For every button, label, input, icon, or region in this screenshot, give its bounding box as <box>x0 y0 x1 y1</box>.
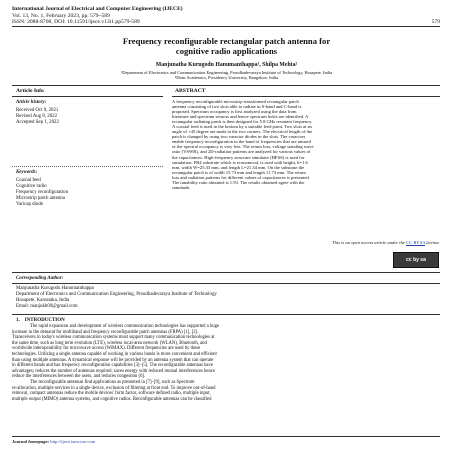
license-line: This is an open access article under the CC BY-SA license. <box>332 240 440 245</box>
author-city: Hosapete, Karnataka, India <box>16 297 70 303</box>
keyword-item: Frequency reconfiguration <box>16 189 69 195</box>
abstract-heading: ABSTRACT <box>175 88 206 94</box>
intro-paragraph-1: The rapid expansion and development of wireless communication technologies has supported a huge increase in the demand for multiband and frequency reconfigurable patch antennas (FRPA) [1], [2]. Transceivers in today's wireless communication systems must support many communication technologies at the same time, such as long term evolution (LTE), wireless local-area network (WLAN), Bluetooth, and worldwide interoperability for microwave access (WiMAX). Different frequencies are used by these technologies. Utilizing a single antenna capable of working in various bands is more convenient and efficient than using multiple antennas. A dynamical response will be provided by an antenna system that can operate in different bands and has frequency reconfiguration capabilities [3]–[5]. The reconfigurable antennas have advantages; reduces the number of antennas required, saves energy with reduced mutual interferences hence reduce the interferences between the users, and reduces congestion [6]. <box>12 324 220 380</box>
journal-homepage <box>12 439 95 444</box>
corresponding-bottom-rule <box>12 314 440 315</box>
author-department: Department of Electronics and Communication Engineering, Proudhadevaraya Institute of Technology <box>16 291 217 297</box>
journal-volume: Vol. 13, No. 1, February 2023, pp. 579~589 <box>12 12 110 19</box>
abstract-rule <box>172 96 440 97</box>
received-date: Received Oct 9, 2021 <box>16 107 59 113</box>
keywords-label: Keywords: <box>16 170 38 175</box>
history-label: Article history: <box>16 100 47 105</box>
article-info-heading: Article Info <box>16 88 44 94</box>
keyword-item: Cognitive radio <box>16 183 47 189</box>
homepage-link[interactable]: http://ijece.iaescore.com <box>50 439 96 444</box>
cc-license-badge[interactable]: cc by sa <box>393 252 439 268</box>
keyword-item: Microstrip patch antenna <box>16 195 65 201</box>
corresponding-details <box>16 286 436 310</box>
keywords-block <box>16 170 161 207</box>
corresponding-rule <box>12 283 440 284</box>
keyword-item: Coaxial feed <box>16 177 41 183</box>
journal-header <box>12 6 183 26</box>
header-rule <box>12 26 440 27</box>
abstract-body: A frequency reconfigurable microstrip transformed rectangular patch antenna consisting of two slots able to radiate in S-band and C-band is proposed. Spectrum occupancy is first analyzed using the data from literature and spectrum sensors and hence spectrum holes are identified. A rectangular radiating patch is then designed for 5.8 GHz resonant frequency. A coaxial feed is used in the bottom by a suitable feed point. Two slots at an angle of +45 degree are made at the two corners. The electrical length of the patch is changed by using two varactor diodes in the slots. The varactors enable frequency reconfiguration in the band of frequencies that are unused or the spectral occupancy is very less. The return loss, voltage standing wave ratio (VSWR), and 2D-radiation patterns are analyzed for various values of the capacitances. High-frequency structure simulator (HFSS) is used for simulation. FR4 substrate which is economical, is used with height, h=1.6 mm, width W=25.33 mm, and length L=21.34 mm. On the substrate the rectangular patch is of width 15.73 mm and length 11.74 mm. The return loss and radiation patterns for different values of capacitances is presented. The tunability ratio obtained is 1.93. The results obtained agree with the standards. <box>172 99 314 190</box>
footer-rule <box>12 436 440 437</box>
info-divider <box>12 166 163 167</box>
paper-authors: Manjunatha Kurugodu Hanumanthappa¹, Shilpa Mehta² <box>155 62 298 68</box>
info-rule <box>12 96 163 97</box>
license-link[interactable]: CC BY-SA <box>406 240 425 245</box>
paper-title: Frequency reconfigurable rectangular patch antenna for cognitive radio applications <box>122 36 331 56</box>
box-bottom-rule <box>12 272 440 273</box>
homepage-label: Journal homepage: <box>12 439 50 444</box>
intro-paragraph-2: The reconfigurable antennas find applications as presented in [7]–[9], such as Spectrum re-allocation, multiple services in a single device, exclusion of filtering at front end. To improve out-of-band removal, compact antennas reduce the mobile devices' form factor, software defined radio, multiple input, multiple output (MIMO) antenna systems, and cognitive radios. Reconfigurable antennas can be classified <box>12 380 216 402</box>
paper-affiliations: ¹Department of Electronics and Communication Engineering, Proudhadevaraya Institute of Technology, Hosapete, India ²Dean Academics, Presidency University, Bangalore, India <box>120 70 333 81</box>
journal-name: International Journal of Electrical and Computer Engineering (IJECE) <box>12 6 183 12</box>
author-email[interactable]: Email: manjukh09@gmail.com <box>16 303 78 309</box>
author-name: Manjunatha Kurugodu Hanumanthappa <box>16 286 94 291</box>
revised-date: Revised Aug 8, 2022 <box>16 113 58 119</box>
article-history <box>16 100 161 126</box>
keyword-item: Varicap diode <box>16 201 44 207</box>
box-top-rule <box>12 85 440 86</box>
section-heading: 1. INTRODUCTION <box>16 318 65 323</box>
accepted-date: Accepted Sep 1, 2022 <box>16 119 59 125</box>
corresponding-label: Corresponding Author: <box>16 276 64 281</box>
page-number: 579 <box>431 19 440 25</box>
journal-issn: ISSN: 2088-8708, DOI: 10.11591/ijece.v13i1.pp579-589 <box>12 19 140 26</box>
